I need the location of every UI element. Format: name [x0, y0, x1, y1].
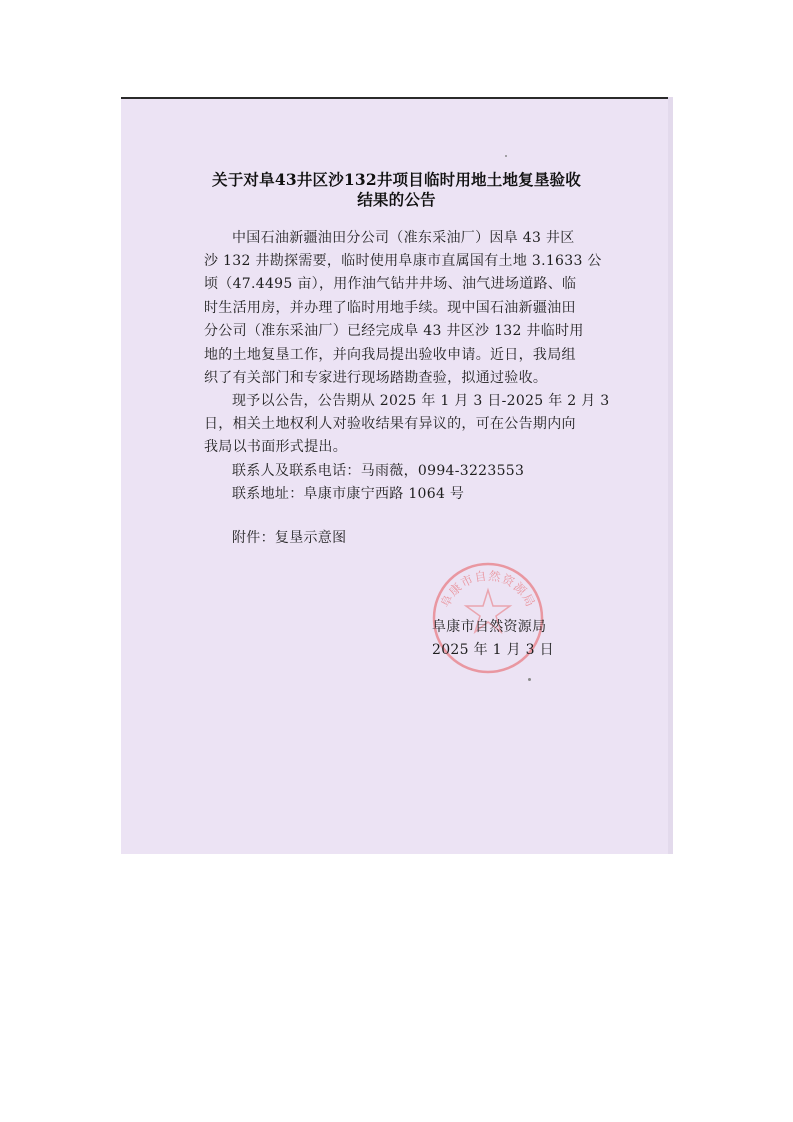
body-line: 顷（47.4495 亩），用作油气钻井井场、油气进场道路、临 — [204, 276, 577, 292]
scan-edge — [668, 97, 673, 854]
body-line: 分公司（准东采油厂）已经完成阜 43 井区沙 132 井临时用 — [204, 323, 584, 339]
body-line: 我局以书面形式提出。 — [204, 439, 347, 455]
issue-date: 2025 年 1 月 3 日 — [432, 642, 554, 658]
body-line: 中国石油新疆油田分公司（准东采油厂）因阜 43 井区 — [232, 230, 575, 246]
body-line: 地的土地复垦工作，并向我局提出验收申请。近日，我局组 — [204, 347, 576, 363]
seal-text: 阜康市自然资源局 — [438, 568, 538, 610]
body-line: 织了有关部门和专家进行现场踏勘查验，拟通过验收。 — [204, 370, 548, 386]
document-title-line2: 结果的公告 — [357, 190, 436, 209]
body-line: 时生活用房，并办理了临时用地手续。现中国石油新疆油田 — [204, 300, 576, 316]
scan-speck — [505, 155, 507, 157]
contact-line: 联系人及联系电话：马雨薇，0994-3223553 — [232, 463, 525, 479]
body-line: 现予以公告，公告期从 2025 年 1 月 3 日-2025 年 2 月 3 — [232, 393, 610, 409]
attachment-note: 附件：复垦示意图 — [232, 530, 347, 546]
body-line: 沙 132 井勘探需要，临时使用阜康市直属国有土地 3.1633 公 — [204, 253, 602, 269]
issuer-name: 阜康市自然资源局 — [432, 619, 547, 635]
address-line: 联系地址：阜康市康宁西路 1064 号 — [232, 486, 465, 502]
document-title-line1: 关于对阜43井区沙132井项目临时用地土地复垦验收 — [212, 170, 581, 189]
body-line: 日，相关土地权利人对验收结果有异议的，可在公告期内向 — [204, 416, 576, 432]
scan-speck — [528, 678, 531, 681]
